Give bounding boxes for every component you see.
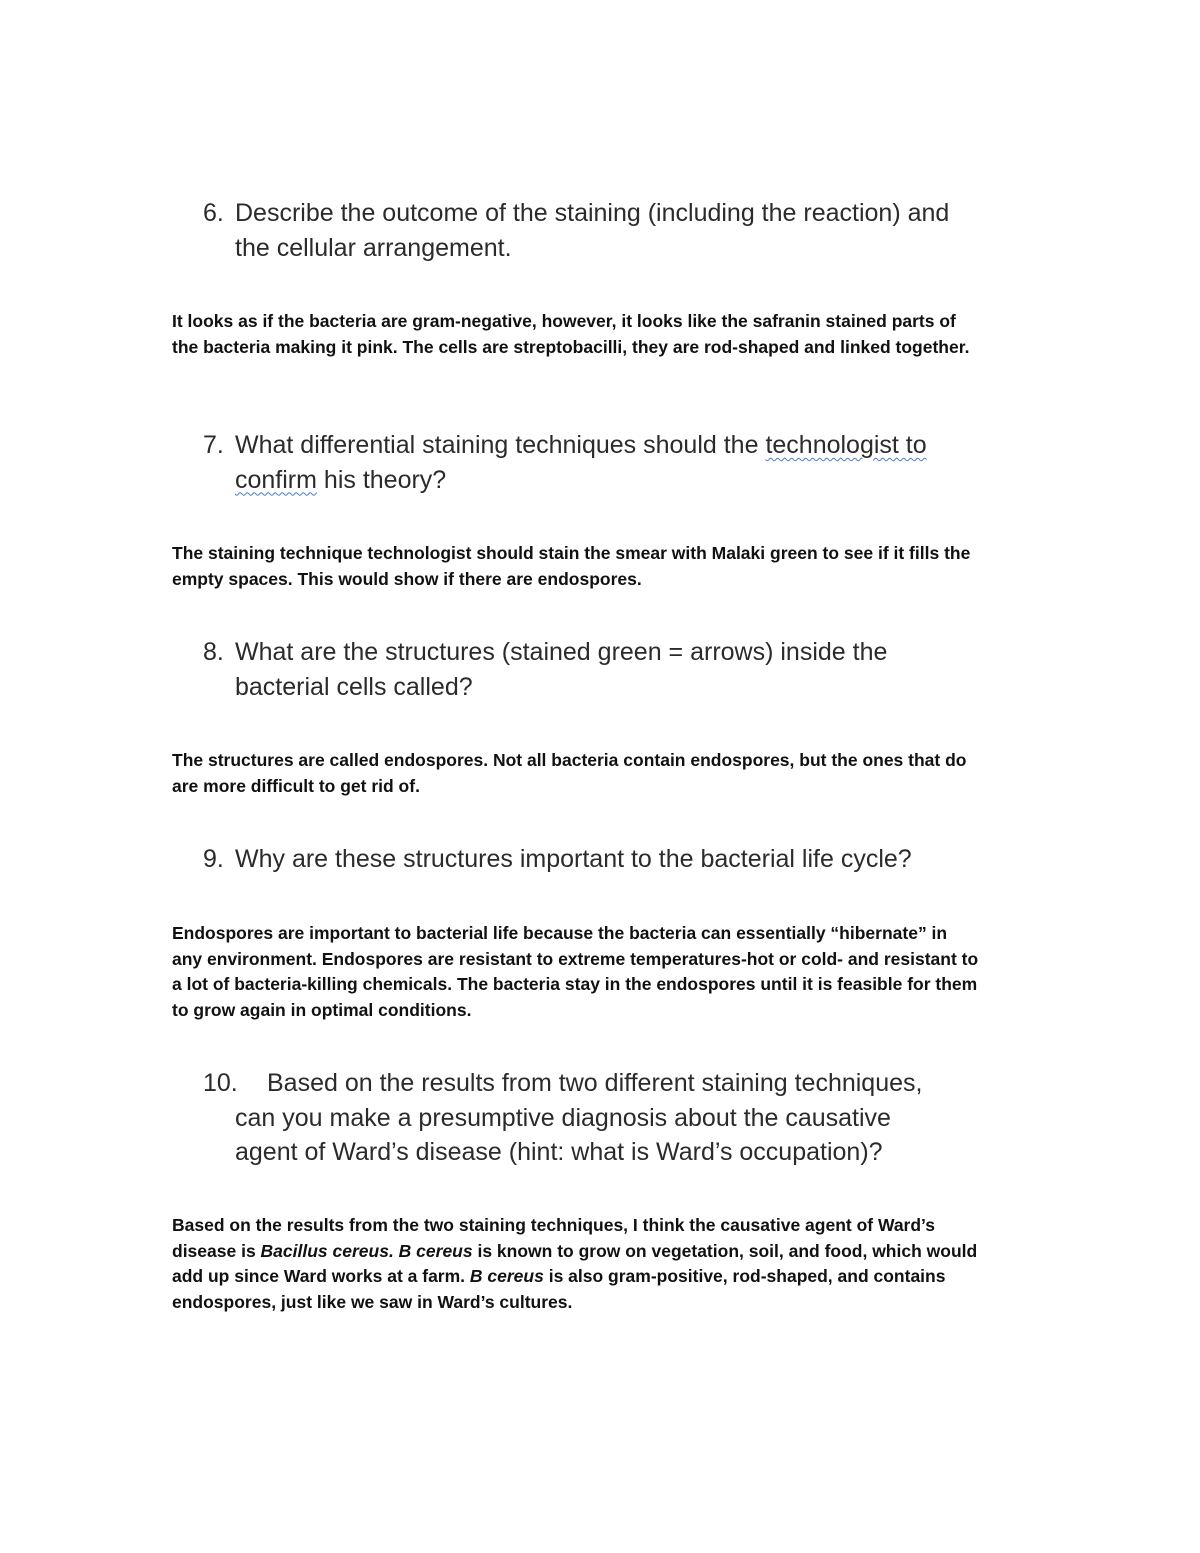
question-text-line: agent of Ward’s disease (hint: what is Ward’s occupation)? bbox=[235, 1138, 883, 1166]
question-number: 10. bbox=[203, 1069, 238, 1097]
answer-text: Based on the results from the two staining techniques, I think the causative agent of Ward’s disease is bbox=[172, 1215, 935, 1261]
question-text-segment: What differential staining techniques should the bbox=[235, 431, 766, 459]
question-number: 8. bbox=[203, 638, 224, 666]
question-text-line: Describe the outcome of the staining (including the reaction) and bbox=[235, 199, 950, 227]
answer-8: The structures are called endospores. Not all bacteria contain endospores, but the ones that do are more difficult to get rid of. bbox=[172, 750, 967, 796]
question-text-segment: his theory? bbox=[316, 465, 447, 494]
answer-text: is known to grow on vegetation, soil, and food, which would add up since Ward works at a farm. bbox=[172, 1240, 978, 1286]
answer-text: is also gram-positive, rod-shaped, and contains endospores, just like we saw in Ward’s cultures. bbox=[172, 1266, 946, 1312]
question-text-line: bacterial cells called? bbox=[235, 672, 473, 701]
question-text-line bbox=[235, 428, 995, 463]
spellcheck-flagged-text[interactable]: technologist to bbox=[765, 431, 927, 459]
question-text-line: Why are these structures important to the bacterial life cycle? bbox=[235, 845, 912, 873]
question-text-line: What are the structures (stained green = arrows) inside the bbox=[235, 638, 888, 666]
answer-6: It looks as if the bacteria are gram-negative, however, it looks like the safranin stained parts of the bacteria making it pink. The cells are streptobacilli, they are rod-shaped and linked together. bbox=[172, 311, 970, 357]
question-text-line bbox=[235, 463, 995, 498]
answer-italic-text: B cereus bbox=[469, 1266, 544, 1286]
answer-9: Endospores are important to bacterial life because the bacteria can essentially “hibernate” in any environment. Endospores are resistant to extreme temperatures-hot or cold- and resistant to a lot of bacteria-killing chemicals. The bacteria stay in the endospores until it is feasible for them to grow again in optimal conditions. bbox=[172, 923, 979, 1020]
question-number: 7. bbox=[203, 431, 224, 459]
question-number: 6. bbox=[203, 199, 224, 227]
question-text-line: Based on the results from two different staining techniques, bbox=[267, 1069, 923, 1097]
question-text-line: can you make a presumptive diagnosis about the causative bbox=[235, 1103, 891, 1132]
answer-10 bbox=[172, 1213, 982, 1315]
answer-7: The staining technique technologist should stain the smear with Malaki green to see if it fills the empty spaces. This would show if there are endospores. bbox=[172, 543, 971, 589]
question-text-line: the cellular arrangement. bbox=[235, 233, 512, 262]
question-number: 9. bbox=[203, 845, 224, 873]
answer-italic-text: Bacillus cereus. B cereus bbox=[260, 1240, 473, 1261]
spellcheck-flagged-text[interactable]: confirm bbox=[235, 465, 317, 494]
